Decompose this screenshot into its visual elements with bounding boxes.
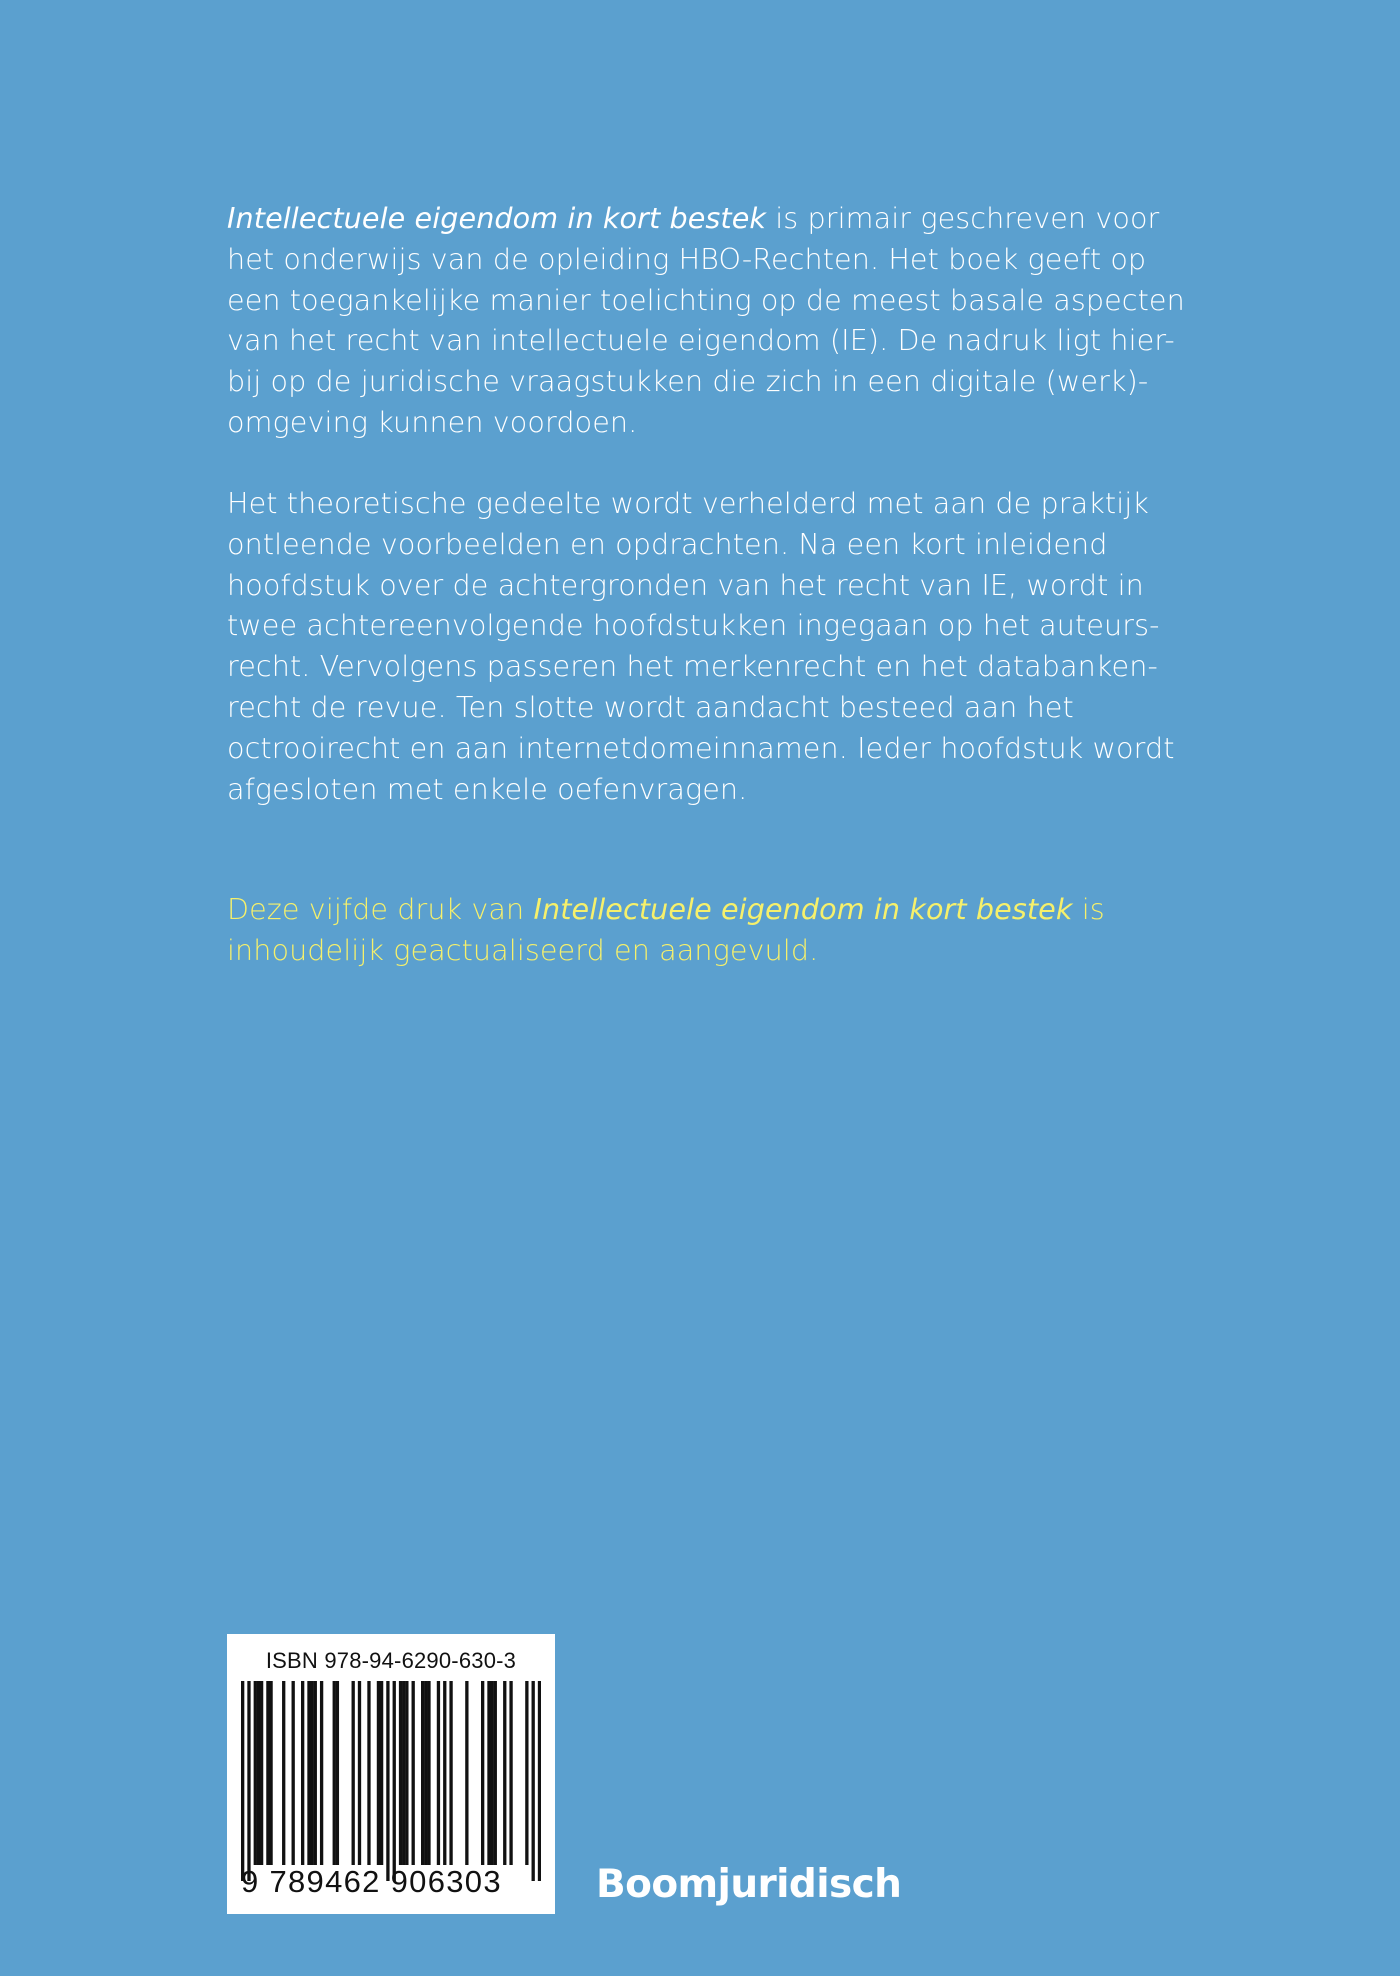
barcode-bar xyxy=(282,1681,285,1865)
barcode-bar xyxy=(449,1681,452,1865)
barcode-bar xyxy=(399,1681,402,1865)
text-line: het onderwijs van de opleiding HBO-Rechten. Het boek geeft op xyxy=(227,241,1147,276)
edition-note xyxy=(227,889,1187,971)
text-line: inhoudelijk geactualiseerd en aangevuld. xyxy=(227,932,819,967)
barcode-bar xyxy=(405,1681,408,1865)
barcode-bar xyxy=(443,1681,446,1865)
barcode-bar xyxy=(377,1681,380,1865)
barcode-bar xyxy=(412,1681,415,1865)
barcode-bar xyxy=(427,1681,430,1865)
barcode-bar xyxy=(490,1681,493,1865)
barcode-bar xyxy=(538,1681,541,1881)
barcode-bar xyxy=(333,1681,336,1865)
text-line: recht de revue. Ten slotte wordt aandacht besteed aan het xyxy=(227,689,1074,724)
publisher-logo: Boomjuridisch xyxy=(596,1862,902,1907)
barcode-bar xyxy=(402,1681,405,1865)
barcode-bar xyxy=(380,1681,383,1865)
barcode-bar xyxy=(247,1681,250,1881)
barcode-bar xyxy=(525,1681,528,1865)
barcode-bar xyxy=(509,1681,512,1865)
barcode-bar xyxy=(494,1681,497,1865)
barcode-bar xyxy=(532,1681,535,1881)
barcode-bar xyxy=(269,1681,272,1865)
barcode-bar xyxy=(301,1681,304,1865)
barcode-bar xyxy=(254,1681,257,1865)
barcode-bar xyxy=(260,1681,263,1865)
barcode-bar xyxy=(503,1681,506,1865)
barcode-bar xyxy=(393,1681,396,1881)
barcode-bar xyxy=(314,1681,317,1865)
isbn-label: ISBN 978-94-6290-630-3 xyxy=(265,1648,517,1673)
barcode-bar xyxy=(386,1681,389,1881)
text-line: Deze vijfde druk van Intellectuele eigendom in kort bestek is xyxy=(227,892,1105,926)
barcode-bar xyxy=(421,1681,424,1865)
text-line: ontleende voorbeelden en opdrachten. Na een kort inleidend xyxy=(227,526,1108,561)
barcode-icon xyxy=(241,1681,541,1881)
barcode-bar xyxy=(241,1681,244,1881)
barcode-bar xyxy=(310,1681,313,1865)
barcode-bar xyxy=(465,1681,468,1865)
barcode-bar xyxy=(352,1681,355,1865)
book-title-italic: Intellectuele eigendom in kort bestek xyxy=(227,201,767,235)
barcode-digits: 9 789462 906303 xyxy=(241,1864,502,1899)
isbn-barcode xyxy=(227,1634,555,1914)
barcode-bar xyxy=(424,1681,427,1865)
barcode-bar xyxy=(481,1681,484,1865)
barcode-bar xyxy=(437,1681,440,1865)
text-line: hoofdstuk over de achtergronden van het recht van IE, wordt in xyxy=(227,567,1144,602)
barcode-bar xyxy=(266,1681,269,1865)
barcode-bar xyxy=(307,1681,310,1865)
text-line: Intellectuele eigendom in kort bestek is primair geschreven voor xyxy=(227,201,1160,235)
text-line: Het theoretische gedeelte wordt verhelderd met aan de praktijk xyxy=(227,486,1149,520)
text-line: bij op de juridische vraagstukken die zich in een digitale (werk)- xyxy=(227,364,1149,399)
barcode-bar xyxy=(320,1681,323,1865)
description-paragraph-2 xyxy=(227,483,1187,809)
barcode-bar xyxy=(367,1681,370,1865)
barcode-bar xyxy=(487,1681,490,1865)
text-line: octrooirecht en aan internetdomeinnamen. Ieder hoofdstuk wordt xyxy=(227,730,1175,765)
barcode-bar xyxy=(358,1681,361,1865)
text-line: een toegankelijke manier toelichting op de meest basale aspecten xyxy=(227,282,1185,317)
book-title-italic: Intellectuele eigendom in kort bestek xyxy=(533,892,1073,926)
text-line: recht. Vervolgens passeren het merkenrecht en het databanken- xyxy=(227,649,1158,684)
text-line: afgesloten met enkele oefenvragen. xyxy=(227,771,748,806)
text-line: twee achtereenvolgende hoofdstukken ingegaan op het auteurs- xyxy=(227,608,1160,643)
text-line: omgeving kunnen voordoen. xyxy=(227,404,638,439)
barcode-bar xyxy=(257,1681,260,1865)
barcode-bar xyxy=(336,1681,339,1865)
description-paragraph-1 xyxy=(227,198,1187,443)
barcode-bar xyxy=(292,1681,295,1865)
text-line: van het recht van intellectuele eigendom (IE). De nadruk ligt hier- xyxy=(227,323,1175,358)
